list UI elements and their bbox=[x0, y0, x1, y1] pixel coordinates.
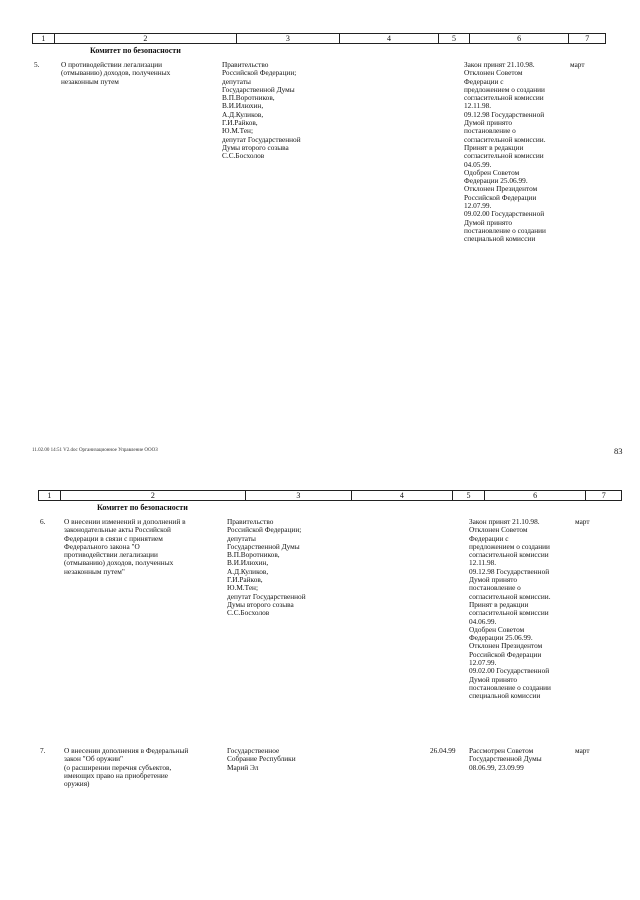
col-header-1: 1 bbox=[33, 34, 55, 44]
bill-status: Закон принят 21.10.98. Отклонен Советом Федерации с предложением о создании согласительной комиссии 12.11.98. 09.12.98 Государственной Думой принято постановление о согласительной комиссии. Принят в редакции согласительной комиссии 04.06.99. Одобрен Советом Федерации 25.06.99. Отклонен Президентом Российской Федерации 12.07.99. 09.02.00 Государственной Думой принято постановление о создании специальной комиссии bbox=[469, 517, 551, 701]
col-header-2: 2 bbox=[60, 491, 245, 501]
col-header-3: 3 bbox=[246, 491, 352, 501]
bill-title: О противодействии легализации (отмыванию) доходов, полученных незаконным путем bbox=[61, 60, 171, 86]
committee-heading: Комитет по безопасности bbox=[90, 46, 181, 55]
row-number: 6. bbox=[40, 517, 46, 526]
page-number: 83 bbox=[614, 446, 623, 456]
committee-heading: Комитет по безопасности bbox=[97, 503, 188, 512]
column-header-row bbox=[38, 490, 622, 501]
row-number: 7. bbox=[40, 746, 46, 755]
col-header-4: 4 bbox=[339, 34, 439, 44]
col-header-6: 6 bbox=[484, 491, 586, 501]
col-header-4: 4 bbox=[351, 491, 453, 501]
bill-month: март bbox=[575, 746, 590, 755]
col-header-7: 7 bbox=[586, 491, 622, 501]
bill-initiator: Правительство Российской Федерации; депутаты Государственной Думы В.П.Воротников, В.И.Илюхин, А.Д.Куликов, Г.И.Райков, Ю.М.Тен; депутат Государственной Думы второго созыва С.С.Босхолов bbox=[222, 60, 301, 161]
footer-file-info: 11.02.00 14:51 V2.doc Организационное Управление ОООЗ bbox=[32, 448, 158, 453]
bill-initiator: Правительство Российской Федерации; депутаты Государственной Думы В.П.Воротников, В.И.Илюхин, А.Д.Куликов, Г.И.Райков, Ю.М.Тен; депутат Государственной Думы второго созыва С.С.Босхолов bbox=[227, 517, 306, 618]
bill-month: март bbox=[570, 60, 585, 69]
col-header-1: 1 bbox=[39, 491, 61, 501]
col-header-7: 7 bbox=[569, 34, 606, 44]
bill-month: март bbox=[575, 517, 590, 526]
bill-initiator: Государственное Собрание Республики Марий Эл bbox=[227, 746, 296, 772]
bill-date: 26.04.99 bbox=[430, 746, 456, 755]
column-header-row bbox=[32, 33, 606, 44]
col-header-2: 2 bbox=[54, 34, 236, 44]
row-number: 5. bbox=[34, 60, 40, 69]
bill-status: Закон принят 21.10.98. Отклонен Советом Федерации с предложением о создании согласительной комиссии 12.11.98. 09.12.98 Государственной Думой принято постановление о согласительной комиссии. Принят в редакции согласительной комиссии 04.05.99. Одобрен Советом Федерации 25.06.99. Отклонен Президентом Российской Федерации 12.07.99. 09.02.00 Государственной Думой принято постановление о создании специальной комиссии bbox=[464, 60, 546, 244]
col-header-5: 5 bbox=[439, 34, 470, 44]
col-header-5: 5 bbox=[453, 491, 485, 501]
col-header-3: 3 bbox=[237, 34, 340, 44]
bill-title: О внесении дополнения в Федеральный закон "Об оружии" (о расширении перечня субъектов, имеющих право на приобретение оружия) bbox=[64, 746, 189, 789]
bill-title: О внесении изменений и дополнений в законодательные акты Российской Федерации в связи с принятием Федерального закона "О противодействии легализации (отмыванию) доходов, полученных незаконным путем" bbox=[64, 517, 186, 576]
col-header-6: 6 bbox=[469, 34, 569, 44]
bill-status: Рассмотрен Советом Государственной Думы 08.06.99, 23.09.99 bbox=[469, 746, 542, 772]
